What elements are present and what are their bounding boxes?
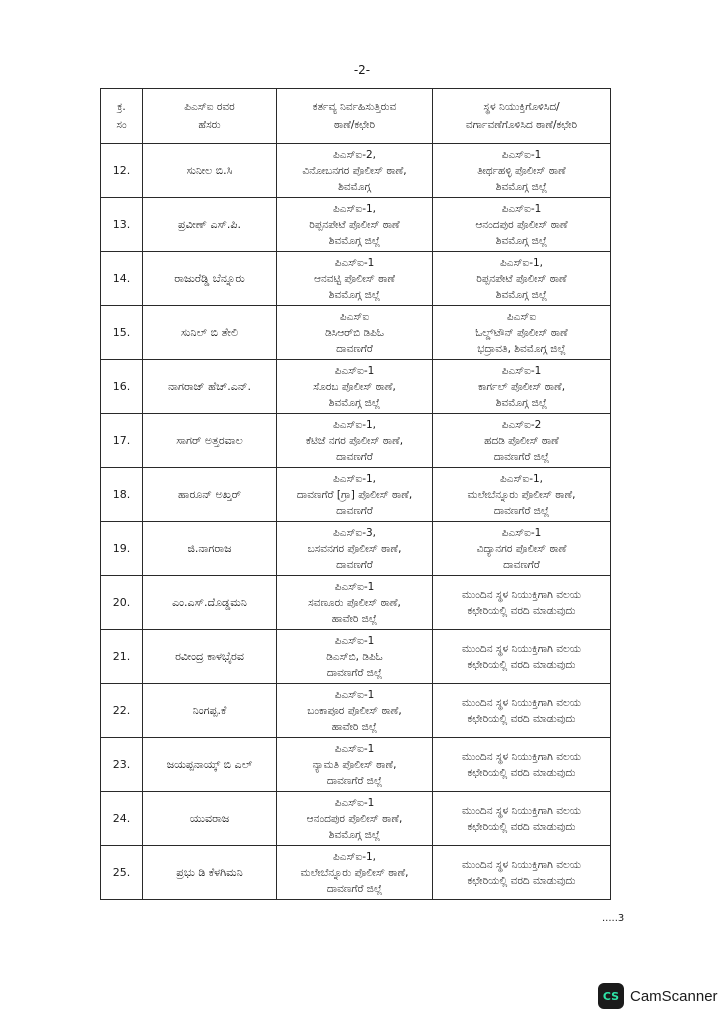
camscanner-logo-icon: CS <box>598 983 624 1009</box>
new-station-line: ಕಛೇರಿಯಲ್ಲಿ ವರದಿ ಮಾಡುವುದು <box>467 712 576 725</box>
table-row <box>101 792 611 846</box>
table-body <box>101 144 611 900</box>
new-station-cell <box>433 576 611 630</box>
new-station-line: ಹದಡಿ ಪೊಲೀಸ್ ಠಾಣೆ <box>484 434 559 447</box>
new-station-cell <box>433 198 611 252</box>
serial-number-cell: 19. <box>101 522 143 576</box>
new-station-cell <box>433 792 611 846</box>
current-station-cell <box>277 144 433 198</box>
camscanner-watermark <box>598 983 718 1009</box>
current-station-line: ಪಿಎಸ್‌ಐ-3, <box>332 526 377 539</box>
new-station-line: ತೀರ್ಥಹಳ್ಳಿ ಪೊಲೀಸ್ ಠಾಣೆ <box>477 164 566 177</box>
officer-name-cell: ಹಾರೂನ್ ಅಖ್ತರ್ <box>143 468 277 522</box>
new-station-line: ಕಛೇರಿಯಲ್ಲಿ ವರದಿ ಮಾಡುವುದು <box>467 820 576 833</box>
officer-name-cell: ನಿಂಗಪ್ಪ.ಕೆ <box>143 684 277 738</box>
serial-number-cell: 20. <box>101 576 143 630</box>
officer-name-cell: ಯುವರಾಜ <box>143 792 277 846</box>
current-station-line: ನ್ಯಾಮತಿ ಪೊಲೀಸ್ ಠಾಣೆ, <box>312 758 397 771</box>
officer-name-cell: ನಾಗರಾಜ್ ಹೆಚ್.ಎನ್. <box>143 360 277 414</box>
current-station-line: ಬಸವನಗರ ಪೊಲೀಸ್ ಠಾಣೆ, <box>307 542 402 555</box>
table-row <box>101 306 611 360</box>
current-station-line: ಮಲೇಬೆನ್ನೂರು ಪೊಲೀಸ್ ಠಾಣೆ, <box>300 866 409 879</box>
table-row <box>101 630 611 684</box>
current-station-line: ಆನಂದಪುರ ಪೊಲೀಸ್ ಠಾಣೆ, <box>306 812 403 825</box>
current-station-line: ಶಿವಮೊಗ್ಗ ಜಿಲ್ಲೆ <box>328 828 381 841</box>
officer-name-cell: ಜಿ.ನಾಗರಾಜ <box>143 522 277 576</box>
table-row <box>101 738 611 792</box>
serial-number-cell: 13. <box>101 198 143 252</box>
new-station-cell <box>433 252 611 306</box>
table-row <box>101 252 611 306</box>
new-station-line: ದಾವಣಗೆರೆ <box>503 558 540 571</box>
serial-number-cell: 14. <box>101 252 143 306</box>
camscanner-text: CamScanner <box>630 987 718 1005</box>
serial-number-cell: 12. <box>101 144 143 198</box>
officer-name-cell: ಎಂ.ಎಸ್.ದೊಡ್ಡಮನಿ <box>143 576 277 630</box>
header-current-station: ಕರ್ತವ್ಯ ನಿರ್ವಹಿಸುತ್ತಿರುವ ಠಾಣೆ/ಕಛೇರಿ <box>277 89 433 144</box>
current-station-line: ಸವಣೂರು ಪೊಲೀಸ್ ಠಾಣೆ, <box>308 596 401 609</box>
serial-number-cell: 21. <box>101 630 143 684</box>
new-station-line: ಕಛೇರಿಯಲ್ಲಿ ವರದಿ ಮಾಡುವುದು <box>467 658 576 671</box>
current-station-line: ಪಿಎಸ್‌ಐ-1, <box>332 472 377 485</box>
serial-number-cell: 23. <box>101 738 143 792</box>
current-station-line: ಪಿಎಸ್‌ಐ-1 <box>334 796 375 809</box>
current-station-line: ಪಿಎಸ್‌ಐ-1 <box>334 256 375 269</box>
current-station-cell <box>277 792 433 846</box>
table-row <box>101 144 611 198</box>
new-station-line: ವಿದ್ಯಾನಗರ ಪೊಲೀಸ್ ಠಾಣೆ <box>476 542 567 555</box>
current-station-line: ಪಿಎಸ್‌ಐ-1 <box>334 742 375 755</box>
current-station-line: ಪಿಎಸ್‌ಐ-1, <box>332 850 377 863</box>
new-station-cell <box>433 306 611 360</box>
new-station-cell <box>433 684 611 738</box>
new-station-line: ಶಿವಮೊಗ್ಗ ಜಿಲ್ಲೆ <box>495 180 548 193</box>
current-station-line: ಹಾವೇರಿ ಜಿಲ್ಲೆ <box>331 612 378 625</box>
new-station-line: ಪಿಎಸ್‌ಐ-1 <box>501 148 542 161</box>
new-station-line: ಮುಂದಿನ ಸ್ಥಳ ನಿಯುಕ್ತಿಗಾಗಿ ವಲಯ <box>461 804 582 817</box>
new-station-line: ಮುಂದಿನ ಸ್ಥಳ ನಿಯುಕ್ತಿಗಾಗಿ ವಲಯ <box>461 750 582 763</box>
current-station-line: ಪಿಎಸ್‌ಐ-2, <box>332 148 377 161</box>
new-station-line: ಶಿವಮೊಗ್ಗ ಜಿಲ್ಲೆ <box>495 234 548 247</box>
new-station-line: ಮುಂದಿನ ಸ್ಥಳ ನಿಯುಕ್ತಿಗಾಗಿ ವಲಯ <box>461 588 582 601</box>
new-station-line: ಕಾರ್ಗಲ್ ಪೊಲೀಸ್ ಠಾಣೆ, <box>477 380 566 393</box>
serial-number-cell: 25. <box>101 846 143 900</box>
new-station-cell <box>433 360 611 414</box>
officer-name-cell: ಜಯಪ್ಪನಾಯ್ಕ್ ಬಿ ಎಲ್ <box>143 738 277 792</box>
header-new-station: ಸ್ಥಳ ನಿಯುಕ್ತಿಗೊಳಿಸಿದ/ ವರ್ಗಾವಣೆಗೊಳಿಸಿದ ಠಾಣೆ/ಕಛೇರಿ <box>433 89 611 144</box>
officer-name-cell: ಪ್ರವೀಣ್ ಎಸ್.ಪಿ. <box>143 198 277 252</box>
current-station-line: ಡಿಎಸ್‌ಬಿ, ಡಿಪಿಓ <box>326 650 383 663</box>
table-row <box>101 684 611 738</box>
new-station-cell <box>433 144 611 198</box>
table-row <box>101 576 611 630</box>
new-station-cell <box>433 522 611 576</box>
new-station-line: ಕಛೇರಿಯಲ್ಲಿ ವರದಿ ಮಾಡುವುದು <box>467 604 576 617</box>
officer-name-cell: ಸುನಿಲ್ ಬಿ ತೇಲಿ <box>143 306 277 360</box>
current-station-line: ಶಿವಮೊಗ್ಗ ಜಿಲ್ಲೆ <box>328 234 381 247</box>
current-station-line: ದಾವಣಗೆರೆ <box>336 450 373 463</box>
serial-number-cell: 24. <box>101 792 143 846</box>
serial-number-cell: 16. <box>101 360 143 414</box>
new-station-line: ಪಿಎಸ್‌ಐ-1, <box>499 472 544 485</box>
table-row <box>101 846 611 900</box>
new-station-line: ಶಿವಮೊಗ್ಗ ಜಿಲ್ಲೆ <box>495 288 548 301</box>
current-station-cell <box>277 738 433 792</box>
new-station-line: ಕಛೇರಿಯಲ್ಲಿ ವರದಿ ಮಾಡುವುದು <box>467 766 576 779</box>
current-station-cell <box>277 576 433 630</box>
current-station-line: ಪಿಎಸ್‌ಐ <box>339 310 370 323</box>
new-station-cell <box>433 738 611 792</box>
current-station-line: ದಾವಣಗೆರೆ ಜಿಲ್ಲೆ <box>326 882 383 895</box>
new-station-line: ರಿಪ್ಪನಪೇಟೆ ಪೊಲೀಸ್ ಠಾಣೆ <box>476 272 567 285</box>
current-station-cell <box>277 198 433 252</box>
new-station-line: ಪಿಎಸ್‌ಐ-1 <box>501 202 542 215</box>
current-station-line: ಪಿಎಸ್‌ಐ-1 <box>334 688 375 701</box>
table-row <box>101 360 611 414</box>
current-station-line: ದಾವಣಗೆರೆ [ಗ್ರಾ] ಪೊಲೀಸ್ ಠಾಣೆ, <box>296 488 413 501</box>
current-station-line: ಶಿವಮೊಗ್ಗ ಜಿಲ್ಲೆ <box>328 396 381 409</box>
new-station-cell <box>433 414 611 468</box>
posting-table <box>100 88 611 900</box>
current-station-line: ಶಿವಮೊಗ್ಗ <box>338 180 371 193</box>
header-name: ಪಿಎಸ್‌ಐ ರವರ ಹೆಸರು <box>143 89 277 144</box>
new-station-line: ಓಲ್ಡ್‌ಟೌನ್ ಪೊಲೀಸ್ ಠಾಣೆ <box>475 326 568 339</box>
table-header-row <box>101 89 611 144</box>
new-station-line: ಮುಂದಿನ ಸ್ಥಳ ನಿಯುಕ್ತಿಗಾಗಿ ವಲಯ <box>461 858 582 871</box>
current-station-line: ವಿನೋಬನಗರ ಪೊಲೀಸ್ ಠಾಣೆ, <box>302 164 407 177</box>
new-station-line: ಪಿಎಸ್‌ಐ-1, <box>499 256 544 269</box>
current-station-line: ಪಿಎಸ್‌ಐ-1 <box>334 634 375 647</box>
serial-number-cell: 15. <box>101 306 143 360</box>
serial-number-cell: 22. <box>101 684 143 738</box>
new-station-line: ಪಿಎಸ್‌ಐ-1 <box>501 364 542 377</box>
current-station-line: ಆನವಟ್ಟಿ ಪೊಲೀಸ್ ಠಾಣೆ <box>313 272 396 285</box>
new-station-line: ದಾವಣಗೆರೆ ಜಿಲ್ಲೆ <box>493 450 550 463</box>
current-station-line: ರಿಪ್ಪನಪೇಟೆ ಪೊಲೀಸ್ ಠಾಣೆ <box>309 218 400 231</box>
current-station-line: ಪಿಎಸ್‌ಐ-1 <box>334 364 375 377</box>
current-station-line: ಸೊರಬ ಪೊಲೀಸ್ ಠಾಣೆ, <box>313 380 396 393</box>
new-station-line: ಮುಂದಿನ ಸ್ಥಳ ನಿಯುಕ್ತಿಗಾಗಿ ವಲಯ <box>461 642 582 655</box>
current-station-line: ಶಿವಮೊಗ್ಗ ಜಿಲ್ಲೆ <box>328 288 381 301</box>
officer-name-cell: ರವೀಂದ್ರ ಕಾಳಭೈರವ <box>143 630 277 684</box>
table-row <box>101 414 611 468</box>
table-row <box>101 522 611 576</box>
current-station-line: ಹಾವೇರಿ ಜಿಲ್ಲೆ <box>331 720 378 733</box>
current-station-cell <box>277 414 433 468</box>
current-station-cell <box>277 306 433 360</box>
header-serial: ಕ್ರ. ಸಂ <box>101 89 143 144</box>
current-station-line: ದಾವಣಗೆರೆ <box>336 558 373 571</box>
serial-number-cell: 18. <box>101 468 143 522</box>
page-number: -2- <box>353 63 371 77</box>
current-station-line: ದಾವಣಗೆರೆ <box>336 504 373 517</box>
current-station-cell <box>277 846 433 900</box>
current-station-line: ದಾವಣಗೆರೆ ಜಿಲ್ಲೆ <box>326 774 383 787</box>
new-station-cell <box>433 630 611 684</box>
new-station-line: ದಾವಣಗೆರೆ ಜಿಲ್ಲೆ <box>493 504 550 517</box>
officer-name-cell: ರಾಜುರೆಡ್ಡಿ ಬೆನ್ನೂರು <box>143 252 277 306</box>
current-station-cell <box>277 252 433 306</box>
current-station-cell <box>277 630 433 684</box>
serial-number-cell: 17. <box>101 414 143 468</box>
new-station-line: ಪಿಎಸ್‌ಐ-2 <box>501 418 542 431</box>
current-station-line: ಕೆಟಿಜೆ ನಗರ ಪೊಲೀಸ್ ಠಾಣೆ, <box>305 434 404 447</box>
current-station-cell <box>277 360 433 414</box>
new-station-line: ಶಿವಮೊಗ್ಗ ಜಿಲ್ಲೆ <box>495 396 548 409</box>
new-station-line: ಆನಂದಪುರ ಪೊಲೀಸ್ ಠಾಣೆ <box>475 218 568 231</box>
officer-name-cell: ಸುನೀಲ ಬಿ.ಸಿ <box>143 144 277 198</box>
continuation-marker: .....3 <box>602 913 625 924</box>
new-station-line: ಮಲೇಬೆನ್ನೂರು ಪೊಲೀಸ್ ಠಾಣೆ, <box>467 488 576 501</box>
current-station-line: ಪಿಎಸ್‌ಐ-1 <box>334 580 375 593</box>
officer-name-cell: ಸಾಗರ್ ಅತ್ತರವಾಲ <box>143 414 277 468</box>
current-station-line: ಬಂಕಾಪೂರ ಪೊಲೀಸ್ ಠಾಣೆ, <box>307 704 402 717</box>
new-station-cell <box>433 468 611 522</box>
new-station-line: ಮುಂದಿನ ಸ್ಥಳ ನಿಯುಕ್ತಿಗಾಗಿ ವಲಯ <box>461 696 582 709</box>
new-station-line: ಪಿಎಸ್‌ಐ <box>506 310 537 323</box>
table-row <box>101 468 611 522</box>
current-station-line: ದಾವಣಗೆರೆ ಜಿಲ್ಲೆ <box>326 666 383 679</box>
current-station-cell <box>277 468 433 522</box>
table-row <box>101 198 611 252</box>
current-station-cell <box>277 684 433 738</box>
new-station-line: ಕಛೇರಿಯಲ್ಲಿ ವರದಿ ಮಾಡುವುದು <box>467 874 576 887</box>
current-station-cell <box>277 522 433 576</box>
new-station-cell <box>433 846 611 900</box>
current-station-line: ದಾವಣಗೆರೆ <box>336 342 373 355</box>
new-station-line: ಭದ್ರಾವತಿ, ಶಿವಮೊಗ್ಗ ಜಿಲ್ಲೆ <box>477 342 566 355</box>
current-station-line: ಡಿಸಿಆರ್‌ಬಿ ಡಿಪಿಓ <box>325 326 384 339</box>
officer-name-cell: ಪ್ರಭು ಡಿ ಕೆಳಗಿಮನಿ <box>143 846 277 900</box>
current-station-line: ಪಿಎಸ್‌ಐ-1, <box>332 418 377 431</box>
current-station-line: ಪಿಎಸ್‌ಐ-1, <box>332 202 377 215</box>
new-station-line: ಪಿಎಸ್‌ಐ-1 <box>501 526 542 539</box>
